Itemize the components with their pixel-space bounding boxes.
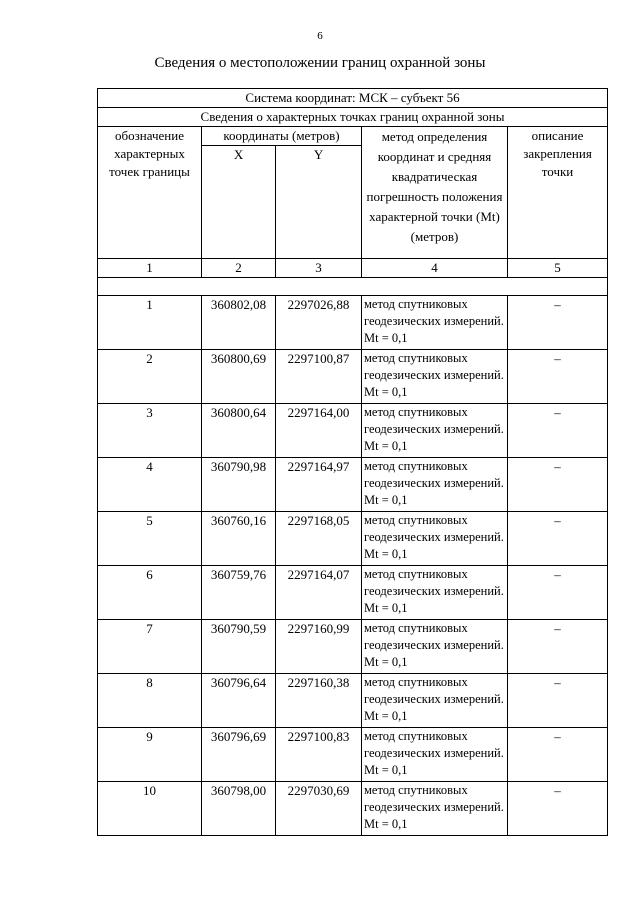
table-row xyxy=(98,566,608,620)
col-number: 2 xyxy=(202,259,276,278)
point-label: 3 xyxy=(98,404,202,458)
coord-y: 2297026,88 xyxy=(276,296,362,350)
description: – xyxy=(508,512,608,566)
description: – xyxy=(508,458,608,512)
description: – xyxy=(508,728,608,782)
coord-y: 2297100,83 xyxy=(276,728,362,782)
header-y: Y xyxy=(275,146,361,258)
coord-y: 2297168,05 xyxy=(276,512,362,566)
boundary-points-table xyxy=(97,88,608,836)
method-text: метод спутниковых геодезических измерений. Mt = 0,1 xyxy=(362,782,508,836)
coord-y: 2297100,87 xyxy=(276,350,362,404)
header-method: метод определения координат и средняя квадратическая погрешность положения характерной точки (Mt) (метров) xyxy=(362,127,508,259)
point-label: 9 xyxy=(98,728,202,782)
header-coords xyxy=(202,127,362,259)
method-text: метод спутниковых геодезических измерений. Mt = 0,1 xyxy=(362,404,508,458)
coord-y: 2297160,38 xyxy=(276,674,362,728)
header-xy xyxy=(202,146,361,258)
method-text: метод спутниковых геодезических измерений. Mt = 0,1 xyxy=(362,350,508,404)
table-row xyxy=(98,350,608,404)
point-label: 5 xyxy=(98,512,202,566)
table-row xyxy=(98,674,608,728)
coordinate-system: Система координат: МСК – субъект 56 xyxy=(98,89,608,108)
table-row xyxy=(98,404,608,458)
coord-x: 360800,64 xyxy=(202,404,276,458)
description: – xyxy=(508,674,608,728)
point-label: 4 xyxy=(98,458,202,512)
coord-x: 360790,98 xyxy=(202,458,276,512)
blank-row xyxy=(98,278,608,296)
coord-y: 2297030,69 xyxy=(276,782,362,836)
table-row xyxy=(98,458,608,512)
table-row xyxy=(98,512,608,566)
coord-x: 360796,64 xyxy=(202,674,276,728)
description: – xyxy=(508,566,608,620)
coord-y: 2297164,97 xyxy=(276,458,362,512)
point-label: 1 xyxy=(98,296,202,350)
method-text: метод спутниковых геодезических измерений. Mt = 0,1 xyxy=(362,296,508,350)
page-number: 6 xyxy=(317,30,323,42)
method-text: метод спутниковых геодезических измерений. Mt = 0,1 xyxy=(362,512,508,566)
coord-y: 2297164,00 xyxy=(276,404,362,458)
point-label: 7 xyxy=(98,620,202,674)
description: – xyxy=(508,782,608,836)
description: – xyxy=(508,350,608,404)
method-text: метод спутниковых геодезических измерений. Mt = 0,1 xyxy=(362,674,508,728)
document-title: Сведения о местоположении границ охранной зоны xyxy=(154,55,486,71)
coord-x: 360802,08 xyxy=(202,296,276,350)
table-row xyxy=(98,728,608,782)
point-label: 10 xyxy=(98,782,202,836)
table-row xyxy=(98,296,608,350)
description: – xyxy=(508,296,608,350)
coord-x: 360790,59 xyxy=(202,620,276,674)
col-number: 1 xyxy=(98,259,202,278)
coord-y: 2297160,99 xyxy=(276,620,362,674)
method-text: метод спутниковых геодезических измерений. Mt = 0,1 xyxy=(362,620,508,674)
description: – xyxy=(508,620,608,674)
table-row xyxy=(98,620,608,674)
method-text: метод спутниковых геодезических измерений. Mt = 0,1 xyxy=(362,458,508,512)
point-label: 8 xyxy=(98,674,202,728)
coord-x: 360800,69 xyxy=(202,350,276,404)
col-number: 5 xyxy=(508,259,608,278)
point-label: 2 xyxy=(98,350,202,404)
description: – xyxy=(508,404,608,458)
table-row xyxy=(98,782,608,836)
header-point: обозначение характерных точек границы xyxy=(98,127,202,259)
coord-x: 360798,00 xyxy=(202,782,276,836)
coord-x: 360759,76 xyxy=(202,566,276,620)
method-text: метод спутниковых геодезических измерений. Mt = 0,1 xyxy=(362,566,508,620)
col-number: 3 xyxy=(276,259,362,278)
table-subtitle: Сведения о характерных точках границ охранной зоны xyxy=(98,108,608,127)
method-text: метод спутниковых геодезических измерений. Mt = 0,1 xyxy=(362,728,508,782)
point-label: 6 xyxy=(98,566,202,620)
header-desc: описание закрепления точки xyxy=(508,127,608,259)
col-number: 4 xyxy=(362,259,508,278)
coord-x: 360760,16 xyxy=(202,512,276,566)
header-coords-label: координаты (метров) xyxy=(202,127,361,146)
coord-x: 360796,69 xyxy=(202,728,276,782)
header-x: X xyxy=(233,147,244,162)
coord-y: 2297164,07 xyxy=(276,566,362,620)
